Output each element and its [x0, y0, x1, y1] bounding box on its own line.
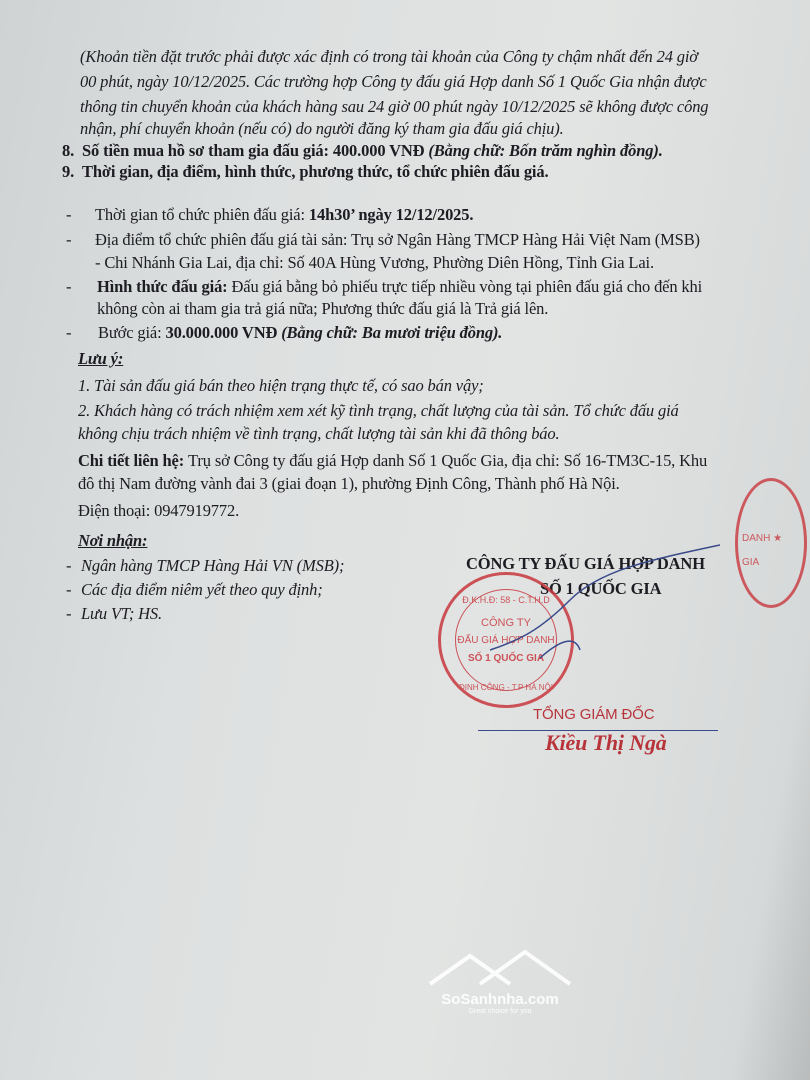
contact-cont: đô thị Nam đường vành đai 3 (giai đoạn 1), phường Định Công, Thành phố Hà Nội.	[78, 474, 620, 493]
label: Hình thức đấu giá:	[97, 277, 232, 296]
seal-text: ĐẤU GIÁ HỢP DANH	[457, 635, 555, 646]
bullet-dash: -	[66, 580, 72, 599]
recipient: Lưu VT; HS.	[81, 604, 162, 623]
auction-form-cont: không còn ai tham gia trả giá nữa; Phương thức đấu giá là Trả giá lên.	[97, 299, 549, 318]
value: 30.000.000 VNĐ	[165, 323, 282, 342]
signer-company-2: SỐ 1 QUỐC GIA	[540, 579, 662, 598]
note-item-cont: không chịu trách nhiệm về tình trạng, chất lượng tài sản khi đã thông báo.	[78, 424, 560, 443]
partial-seal	[735, 478, 807, 608]
item-number: 9.	[62, 162, 75, 181]
note-item: 2. Khách hàng có trách nhiệm xem xét kỹ tình trạng, chất lượng của tài sản. Tổ chức đấu giá	[78, 401, 679, 420]
recipients-title: Nơi nhận:	[78, 531, 148, 550]
auction-form	[97, 277, 798, 297]
auction-place: Địa điểm tổ chức phiên đấu giá tài sản: Trụ sở Ngân Hàng TMCP Hàng Hải Việt Nam (MSB)	[95, 230, 700, 249]
watermark-tagline: Great choice for you	[468, 1008, 532, 1015]
paragraph-line: (Khoản tiền đặt trước phải được xác định có trong tài khoản của Công ty chậm nhất đến 24 giờ	[80, 47, 698, 66]
seal-fragment: GIA	[742, 557, 760, 568]
bullet-dash: -	[66, 556, 72, 575]
watermark-brand: SoSanhnha.com	[441, 991, 559, 1008]
bullet-dash: -	[66, 323, 72, 342]
item-label: Thời gian, địa điểm, hình thức, phương thức, tổ chức phiên đấu giá.	[82, 162, 549, 181]
bid-step	[98, 323, 798, 343]
item-9	[62, 162, 798, 182]
value: Trụ sở Công ty đấu giá Hợp danh Số 1 Quốc Gia, địa chỉ: Số 16-TM3C-15, Khu	[188, 451, 708, 470]
value: Đấu giá bằng bỏ phiếu trực tiếp nhiều vòng tại phiên đấu giá cho đến khi	[231, 277, 703, 296]
label: Chi tiết liên hệ:	[78, 451, 189, 470]
phone: Điện thoại: 0947919772.	[78, 501, 240, 520]
label: Bước giá:	[98, 323, 166, 342]
contact	[78, 451, 798, 471]
bullet-dash: -	[66, 277, 72, 296]
seal-text: SỐ 1 QUỐC GIA	[467, 653, 545, 664]
signer-title: TỔNG GIÁM ĐỐC	[533, 706, 655, 723]
item-number: 8.	[62, 141, 75, 160]
value: 14h30’ ngày 12/12/2025.	[308, 205, 474, 224]
note-item: 1. Tài sản đấu giá bán theo hiện trạng thực tế, có sao bán vậy;	[78, 376, 484, 395]
item-8	[62, 141, 798, 161]
house-logo-icon	[425, 950, 575, 986]
seal-ring-text: Đ.K.H.Đ: 58 - C.T.H.D	[462, 595, 550, 605]
auction-time	[95, 205, 798, 225]
paragraph-line: 00 phút, ngày 10/12/2025. Các trường hợp Công ty đấu giá Hợp danh Số 1 Quốc Gia nhận được	[80, 72, 707, 91]
words: (Bằng chữ: Ba mươi triệu đồng).	[281, 323, 503, 342]
seal-text: CÔNG TY	[481, 617, 531, 629]
label: Thời gian tổ chức phiên đấu giá:	[95, 205, 309, 224]
item-words: (Bằng chữ: Bốn trăm nghìn đồng).	[428, 141, 663, 160]
bullet-dash: -	[66, 205, 72, 224]
bullet-dash: -	[66, 604, 72, 623]
auction-place-cont: - Chi Nhánh Gia Lai, địa chỉ: Số 40A Hùng Vương, Phường Diên Hồng, Tỉnh Gia Lai.	[95, 253, 654, 272]
bullet-dash: -	[66, 230, 72, 249]
signer-company: CÔNG TY ĐẤU GIÁ HỢP DANH	[466, 554, 705, 573]
watermark	[420, 950, 580, 1015]
recipient: Ngân hàng TMCP Hàng Hải VN (MSB);	[81, 556, 345, 575]
signer-name: Kiều Thị Ngà	[545, 730, 667, 755]
signature-scribble	[480, 540, 740, 660]
seal-fragment: DANH ★	[742, 533, 783, 544]
paragraph-line: nhận, phí chuyển khoản (nếu có) do người đăng ký tham gia đấu giá chịu).	[80, 119, 564, 138]
item-label: Số tiền mua hồ sơ tham gia đấu giá: 400.000 VNĐ	[82, 141, 425, 160]
seal-ring-text: ĐỊNH CÔNG - T.P HÀ NỘI	[459, 683, 553, 692]
recipient: Các địa điểm niêm yết theo quy định;	[81, 580, 323, 599]
note-title: Lưu ý:	[78, 349, 124, 368]
paragraph-line: thông tin chuyển khoản của khách hàng sau 24 giờ 00 phút ngày 10/12/2025 sẽ không được công	[80, 97, 709, 116]
